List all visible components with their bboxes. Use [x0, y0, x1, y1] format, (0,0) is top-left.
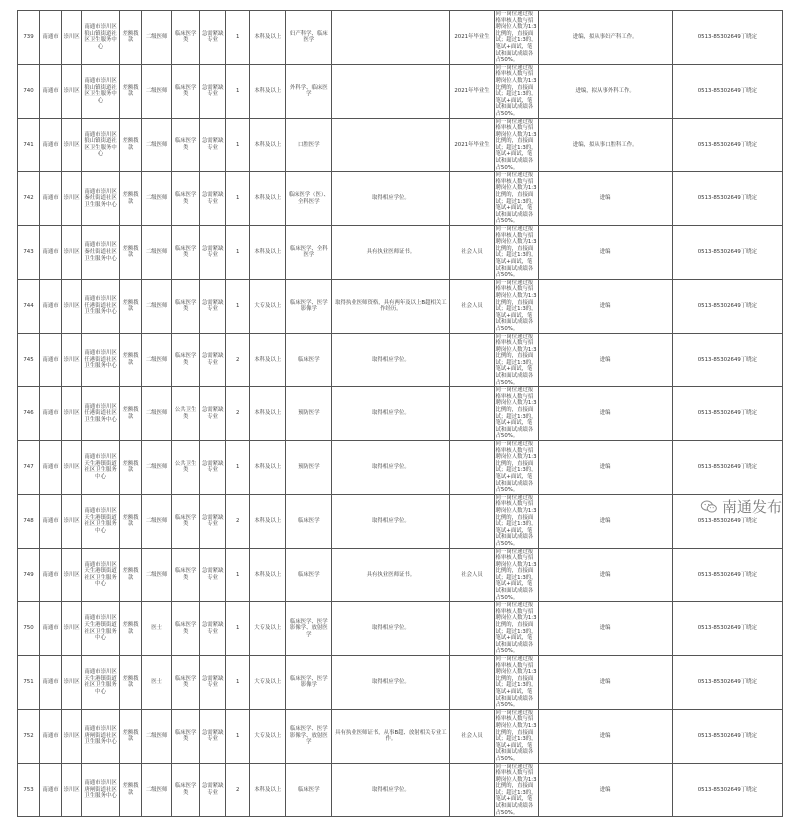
cell-note: 进编 — [538, 333, 672, 387]
cell-edu: 本科及以上 — [250, 548, 286, 602]
cell-other — [332, 11, 450, 65]
cell-category: 临床医学类 — [172, 548, 200, 602]
cell-other: 取得相应学位。 — [332, 387, 450, 441]
wechat-icon — [700, 500, 718, 514]
cell-phone: 0513-85302649丁晓定 — [672, 548, 782, 602]
cell-edu: 本科及以上 — [250, 226, 286, 280]
cell-district: 崇川区 — [62, 64, 82, 118]
cell-unit: 南通市崇川区天生港镇街道社区卫生服务中心 — [82, 656, 120, 710]
cell-city: 南通市 — [40, 333, 62, 387]
table-row — [18, 118, 783, 172]
cell-ratio: 同一岗位递过报格审核人数与招聘岗位人数为1:3比例的，直接面试；超过1:3的，笔试+面试，笔试和面试成绩各占50%。 — [495, 441, 537, 494]
cell-type: 急需紧缺专业 — [200, 226, 226, 280]
cell-phone: 0513-85302649丁晓定 — [672, 441, 782, 495]
cell-level: 二级医师 — [142, 763, 172, 817]
cell-type: 急需紧缺专业 — [200, 441, 226, 495]
cell-type: 急需紧缺专业 — [200, 279, 226, 333]
cell-edu: 本科及以上 — [250, 387, 286, 441]
cell-district: 崇川区 — [62, 387, 82, 441]
cell-count: 1 — [226, 548, 250, 602]
cell-id: 740 — [18, 64, 40, 118]
cell-district: 崇川区 — [62, 172, 82, 226]
cell-city: 南通市 — [40, 172, 62, 226]
cell-edu: 本科及以上 — [250, 441, 286, 495]
cell-target — [450, 333, 494, 387]
table-row — [18, 656, 783, 710]
cell-type: 急需紧缺专业 — [200, 763, 226, 817]
cell-district: 崇川区 — [62, 11, 82, 65]
cell-phone: 0513-85302649丁晓定 — [672, 279, 782, 333]
cell-funding: 差额拨款 — [120, 548, 142, 602]
cell-funding: 差额拨款 — [120, 763, 142, 817]
cell-major: 临床医学 — [286, 763, 332, 817]
table-row — [18, 226, 783, 280]
table-row — [18, 64, 783, 118]
cell-level: 二级医师 — [142, 118, 172, 172]
cell-count: 1 — [226, 64, 250, 118]
cell-id: 749 — [18, 548, 40, 602]
cell-level: 二级医师 — [142, 172, 172, 226]
cell-ratio: 同一岗位递过报格审核人数与招聘岗位人数为1:3比例的，直接面试；超过1:3的，笔试+面试，笔试和面试成绩各占50%。 — [495, 64, 537, 117]
cell-unit: 南通市崇川区唐闸街道社区卫生服务中心 — [82, 763, 120, 817]
cell-target — [450, 494, 494, 548]
cell-category: 公共卫生类 — [172, 387, 200, 441]
cell-edu: 本科及以上 — [250, 763, 286, 817]
cell-type: 急需紧缺专业 — [200, 656, 226, 710]
cell-id: 744 — [18, 279, 40, 333]
cell-ratio: 同一岗位递过报格审核人数与招聘岗位人数为1:3比例的，直接面试；超过1:3的，笔试+面试，笔试和面试成绩各占50%。 — [495, 387, 537, 440]
cell-target: 2021年毕业生 — [450, 64, 494, 118]
cell-district: 崇川区 — [62, 226, 82, 280]
cell-count: 1 — [226, 226, 250, 280]
cell-target: 社会人员 — [450, 226, 494, 280]
cell-other: 取得执业医师资格，具有两年及以上B超相关工作经历。 — [332, 279, 450, 333]
cell-major: 临床医学、医学影像学、放射医学 — [286, 709, 332, 763]
cell-target — [450, 602, 494, 656]
cell-type: 急需紧缺专业 — [200, 333, 226, 387]
cell-major: 预防医学 — [286, 387, 332, 441]
table-row — [18, 279, 783, 333]
cell-city: 南通市 — [40, 387, 62, 441]
cell-note: 进编 — [538, 441, 672, 495]
cell-count: 1 — [226, 172, 250, 226]
cell-edu: 大专及以上 — [250, 709, 286, 763]
table-row — [18, 11, 783, 65]
cell-note: 进编 — [538, 172, 672, 226]
cell-type: 急需紧缺专业 — [200, 64, 226, 118]
cell-district: 崇川区 — [62, 279, 82, 333]
cell-phone: 0513-85302649丁晓定 — [672, 333, 782, 387]
cell-category: 临床医学类 — [172, 226, 200, 280]
cell-id: 746 — [18, 387, 40, 441]
cell-other: 取得相应学位。 — [332, 602, 450, 656]
cell-id: 741 — [18, 118, 40, 172]
cell-edu: 本科及以上 — [250, 64, 286, 118]
table-row — [18, 709, 783, 763]
cell-unit: 南通市崇川区秦灶街道社区卫生服务中心 — [82, 226, 120, 280]
cell-other: 取得相应学位。 — [332, 441, 450, 495]
cell-funding: 差额拨款 — [120, 226, 142, 280]
cell-major: 临床医学 — [286, 333, 332, 387]
cell-count: 2 — [226, 387, 250, 441]
cell-district: 崇川区 — [62, 548, 82, 602]
table-row — [18, 172, 783, 226]
cell-phone: 0513-85302649丁晓定 — [672, 709, 782, 763]
cell-funding: 差额拨款 — [120, 172, 142, 226]
cell-city: 南通市 — [40, 11, 62, 65]
cell-unit: 南通市崇川区任港街道社区卫生服务中心 — [82, 333, 120, 387]
cell-ratio: 同一岗位递过报格审核人数与招聘岗位人数为1:3比例的，直接面试；超过1:3的，笔试+面试，笔试和面试成绩各占50%。 — [495, 279, 537, 332]
cell-major: 妇产科学、临床医学 — [286, 11, 332, 65]
cell-ratio: 同一岗位递过报格审核人数与招聘岗位人数为1:3比例的，直接面试；超过1:3的，笔试+面试，笔试和面试成绩各占50%。 — [495, 763, 537, 816]
cell-other: 取得相应学位。 — [332, 656, 450, 710]
table-row — [18, 333, 783, 387]
cell-city: 南通市 — [40, 64, 62, 118]
cell-other — [332, 64, 450, 118]
cell-unit: 南通市崇川区任港街道社区卫生服务中心 — [82, 279, 120, 333]
cell-id: 752 — [18, 709, 40, 763]
cell-phone: 0513-85302649丁晓定 — [672, 763, 782, 817]
cell-type: 急需紧缺专业 — [200, 11, 226, 65]
cell-major: 临床医学、医学影像学 — [286, 279, 332, 333]
cell-city: 南通市 — [40, 763, 62, 817]
cell-type: 急需紧缺专业 — [200, 602, 226, 656]
cell-note: 进编 — [538, 387, 672, 441]
cell-other: 具有执业医师证书。 — [332, 226, 450, 280]
cell-funding: 差额拨款 — [120, 387, 142, 441]
cell-major: 临床医学、医学影像学、放射医学 — [286, 602, 332, 656]
cell-count: 1 — [226, 441, 250, 495]
cell-note: 进编 — [538, 763, 672, 817]
cell-level: 二级医师 — [142, 64, 172, 118]
cell-count: 2 — [226, 333, 250, 387]
cell-district: 崇川区 — [62, 602, 82, 656]
cell-id: 745 — [18, 333, 40, 387]
cell-note: 进编 — [538, 226, 672, 280]
cell-level: 二级医师 — [142, 226, 172, 280]
cell-id: 748 — [18, 494, 40, 548]
cell-city: 南通市 — [40, 548, 62, 602]
cell-ratio: 同一岗位递过报格审核人数与招聘岗位人数为1:3比例的，直接面试；超过1:3的，笔试+面试，笔试和面试成绩各占50%。 — [495, 494, 537, 547]
cell-category: 临床医学类 — [172, 333, 200, 387]
cell-phone: 0513-85302649丁晓定 — [672, 118, 782, 172]
table-row — [18, 548, 783, 602]
table-row — [18, 387, 783, 441]
cell-target — [450, 441, 494, 495]
cell-unit: 南通市崇川区唐闸街道社区卫生服务中心 — [82, 709, 120, 763]
cell-ratio: 同一岗位递过报格审核人数与招聘岗位人数为1:3比例的，直接面试；超过1:3的，笔试+面试，笔试和面试成绩各占50%。 — [495, 172, 537, 225]
cell-unit: 南通市崇川区任港街道社区卫生服务中心 — [82, 387, 120, 441]
cell-district: 崇川区 — [62, 494, 82, 548]
cell-other: 具有执业医师证书，从事B超、放射相关专业工作。 — [332, 709, 450, 763]
cell-funding: 差额拨款 — [120, 11, 142, 65]
cell-category: 临床医学类 — [172, 64, 200, 118]
cell-level: 二级医师 — [142, 494, 172, 548]
cell-note: 进编 — [538, 656, 672, 710]
cell-edu: 大专及以上 — [250, 279, 286, 333]
cell-type: 急需紧缺专业 — [200, 709, 226, 763]
cell-category: 临床医学类 — [172, 172, 200, 226]
cell-category: 临床医学类 — [172, 279, 200, 333]
cell-funding: 差额拨款 — [120, 441, 142, 495]
cell-target: 社会人员 — [450, 279, 494, 333]
cell-target: 社会人员 — [450, 709, 494, 763]
cell-type: 急需紧缺专业 — [200, 172, 226, 226]
cell-count: 2 — [226, 763, 250, 817]
cell-edu: 大专及以上 — [250, 656, 286, 710]
cell-phone: 0513-85302649丁晓定 — [672, 11, 782, 65]
recruitment-table — [17, 10, 783, 817]
cell-phone: 0513-85302649丁晓定 — [672, 602, 782, 656]
cell-funding: 差额拨款 — [120, 709, 142, 763]
cell-other: 取得相应学位。 — [332, 333, 450, 387]
cell-count: 1 — [226, 709, 250, 763]
cell-category: 临床医学类 — [172, 709, 200, 763]
cell-target: 社会人员 — [450, 548, 494, 602]
cell-city: 南通市 — [40, 279, 62, 333]
cell-level: 二级医师 — [142, 548, 172, 602]
cell-category: 公共卫生类 — [172, 441, 200, 495]
cell-note: 进编 — [538, 709, 672, 763]
cell-category: 临床医学类 — [172, 11, 200, 65]
cell-note: 进编 — [538, 602, 672, 656]
cell-level: 二级医师 — [142, 279, 172, 333]
cell-level: 二级医师 — [142, 387, 172, 441]
cell-level: 二级医师 — [142, 333, 172, 387]
cell-district: 崇川区 — [62, 763, 82, 817]
table-row — [18, 441, 783, 495]
cell-count: 2 — [226, 494, 250, 548]
cell-funding: 差额拨款 — [120, 656, 142, 710]
cell-ratio: 同一岗位递过报格审核人数与招聘岗位人数为1:3比例的，直接面试；超过1:3的，笔试+面试，笔试和面试成绩各占50%。 — [495, 656, 537, 709]
cell-level: 医士 — [142, 656, 172, 710]
cell-target: 2021年毕业生 — [450, 11, 494, 65]
cell-phone: 0513-85302649丁晓定 — [672, 226, 782, 280]
cell-edu: 本科及以上 — [250, 333, 286, 387]
cell-target — [450, 763, 494, 817]
cell-major: 外科学、临床医学 — [286, 64, 332, 118]
cell-edu: 本科及以上 — [250, 172, 286, 226]
cell-city: 南通市 — [40, 226, 62, 280]
cell-category: 临床医学类 — [172, 494, 200, 548]
cell-city: 南通市 — [40, 602, 62, 656]
cell-target: 2021年毕业生 — [450, 118, 494, 172]
recruitment-table-sheet — [17, 10, 783, 817]
cell-district: 崇川区 — [62, 441, 82, 495]
cell-category: 临床医学类 — [172, 602, 200, 656]
cell-ratio: 同一岗位递过报格审核人数与招聘岗位人数为1:3比例的，直接面试；超过1:3的，笔试+面试，笔试和面试成绩各占50%。 — [495, 709, 537, 762]
cell-phone: 0513-85302649丁晓定 — [672, 494, 782, 548]
cell-phone: 0513-85302649丁晓定 — [672, 64, 782, 118]
cell-ratio: 同一岗位递过报格审核人数与招聘岗位人数为1:3比例的，直接面试；超过1:3的，笔试+面试，笔试和面试成绩各占50%。 — [495, 602, 537, 655]
cell-edu: 本科及以上 — [250, 11, 286, 65]
cell-edu: 本科及以上 — [250, 118, 286, 172]
cell-unit: 南通市崇川区天生港镇街道社区卫生服务中心 — [82, 441, 120, 495]
cell-major: 临床医学、医学影像学 — [286, 656, 332, 710]
cell-note: 进编 — [538, 494, 672, 548]
cell-unit: 南通市崇川区狼山镇街道社区卫生服务中心 — [82, 118, 120, 172]
cell-other: 取得相应学位。 — [332, 172, 450, 226]
cell-level: 二级医师 — [142, 11, 172, 65]
cell-level: 医士 — [142, 602, 172, 656]
table-row — [18, 494, 783, 548]
cell-level: 二级医师 — [142, 709, 172, 763]
cell-id: 751 — [18, 656, 40, 710]
cell-type: 急需紧缺专业 — [200, 118, 226, 172]
cell-level: 二级医师 — [142, 441, 172, 495]
cell-unit: 南通市崇川区天生港镇街道社区卫生服务中心 — [82, 602, 120, 656]
cell-type: 急需紧缺专业 — [200, 548, 226, 602]
cell-phone: 0513-85302649丁晓定 — [672, 656, 782, 710]
cell-major: 临床医学 — [286, 494, 332, 548]
table-row — [18, 602, 783, 656]
cell-other — [332, 118, 450, 172]
cell-note: 进编，拟从事口腔科工作。 — [538, 118, 672, 172]
cell-note: 进编 — [538, 548, 672, 602]
cell-note: 进编，拟从事外科工作。 — [538, 64, 672, 118]
cell-target — [450, 172, 494, 226]
cell-category: 临床医学类 — [172, 763, 200, 817]
table-row — [18, 763, 783, 817]
cell-city: 南通市 — [40, 709, 62, 763]
watermark — [700, 496, 782, 517]
cell-id: 747 — [18, 441, 40, 495]
cell-count: 1 — [226, 118, 250, 172]
cell-type: 急需紧缺专业 — [200, 387, 226, 441]
cell-district: 崇川区 — [62, 656, 82, 710]
cell-district: 崇川区 — [62, 709, 82, 763]
cell-edu: 大专及以上 — [250, 602, 286, 656]
cell-major: 预防医学 — [286, 441, 332, 495]
cell-type: 急需紧缺专业 — [200, 494, 226, 548]
cell-ratio: 同一岗位递过报格审核人数与招聘岗位人数为1:3比例的，直接面试；超过1:3的，笔试+面试，笔试和面试成绩各占50%。 — [495, 548, 537, 601]
cell-ratio: 同一岗位递过报格审核人数与招聘岗位人数为1:3比例的，直接面试；超过1:3的，笔试+面试，笔试和面试成绩各占50%。 — [495, 333, 537, 386]
cell-target — [450, 656, 494, 710]
cell-id: 753 — [18, 763, 40, 817]
cell-major: 临床医学 — [286, 548, 332, 602]
cell-funding: 差额拨款 — [120, 279, 142, 333]
cell-unit: 南通市崇川区狼山镇街道社区卫生服务中心 — [82, 11, 120, 65]
cell-count: 1 — [226, 279, 250, 333]
cell-major: 口腔医学 — [286, 118, 332, 172]
cell-phone: 0513-85302649丁晓定 — [672, 172, 782, 226]
cell-count: 1 — [226, 602, 250, 656]
cell-note: 进编，拟从事妇产科工作。 — [538, 11, 672, 65]
watermark-text: 南通发布 — [721, 498, 782, 516]
cell-ratio: 同一岗位递过报格审核人数与招聘岗位人数为1:3比例的，直接面试；超过1:3的，笔试+面试，笔试和面试成绩各占50%。 — [495, 226, 537, 279]
cell-edu: 本科及以上 — [250, 494, 286, 548]
cell-city: 南通市 — [40, 118, 62, 172]
cell-city: 南通市 — [40, 441, 62, 495]
cell-count: 1 — [226, 656, 250, 710]
cell-ratio: 同一岗位递过报格审核人数与招聘岗位人数为1:3比例的，直接面试；超过1:3的，笔试+面试，笔试和面试成绩各占50%。 — [495, 11, 537, 64]
cell-unit: 南通市崇川区狼山镇街道社区卫生服务中心 — [82, 64, 120, 118]
cell-id: 739 — [18, 11, 40, 65]
cell-other: 取得相应学位。 — [332, 763, 450, 817]
cell-category: 临床医学类 — [172, 656, 200, 710]
cell-unit: 南通市崇川区天生港镇街道社区卫生服务中心 — [82, 494, 120, 548]
cell-other: 取得相应学位。 — [332, 494, 450, 548]
cell-unit: 南通市崇川区秦灶街道社区卫生服务中心 — [82, 172, 120, 226]
cell-funding: 差额拨款 — [120, 494, 142, 548]
cell-unit: 南通市崇川区天生港镇街道社区卫生服务中心 — [82, 548, 120, 602]
cell-ratio: 同一岗位递过报格审核人数与招聘岗位人数为1:3比例的，直接面试；超过1:3的，笔试+面试，笔试和面试成绩各占50%。 — [495, 118, 537, 171]
cell-phone: 0513-85302649丁晓定 — [672, 387, 782, 441]
cell-city: 南通市 — [40, 494, 62, 548]
cell-funding: 差额拨款 — [120, 64, 142, 118]
cell-city: 南通市 — [40, 656, 62, 710]
cell-category: 临床医学类 — [172, 118, 200, 172]
cell-district: 崇川区 — [62, 118, 82, 172]
cell-district: 崇川区 — [62, 333, 82, 387]
cell-id: 743 — [18, 226, 40, 280]
cell-funding: 差额拨款 — [120, 333, 142, 387]
cell-count: 1 — [226, 11, 250, 65]
cell-target — [450, 387, 494, 441]
cell-funding: 差额拨款 — [120, 118, 142, 172]
cell-funding: 差额拨款 — [120, 602, 142, 656]
cell-id: 742 — [18, 172, 40, 226]
cell-other: 具有执业医师证书。 — [332, 548, 450, 602]
cell-major: 临床医学（医）、全科医学 — [286, 172, 332, 226]
cell-note: 进编 — [538, 279, 672, 333]
cell-major: 临床医学、全科医学 — [286, 226, 332, 280]
cell-id: 750 — [18, 602, 40, 656]
